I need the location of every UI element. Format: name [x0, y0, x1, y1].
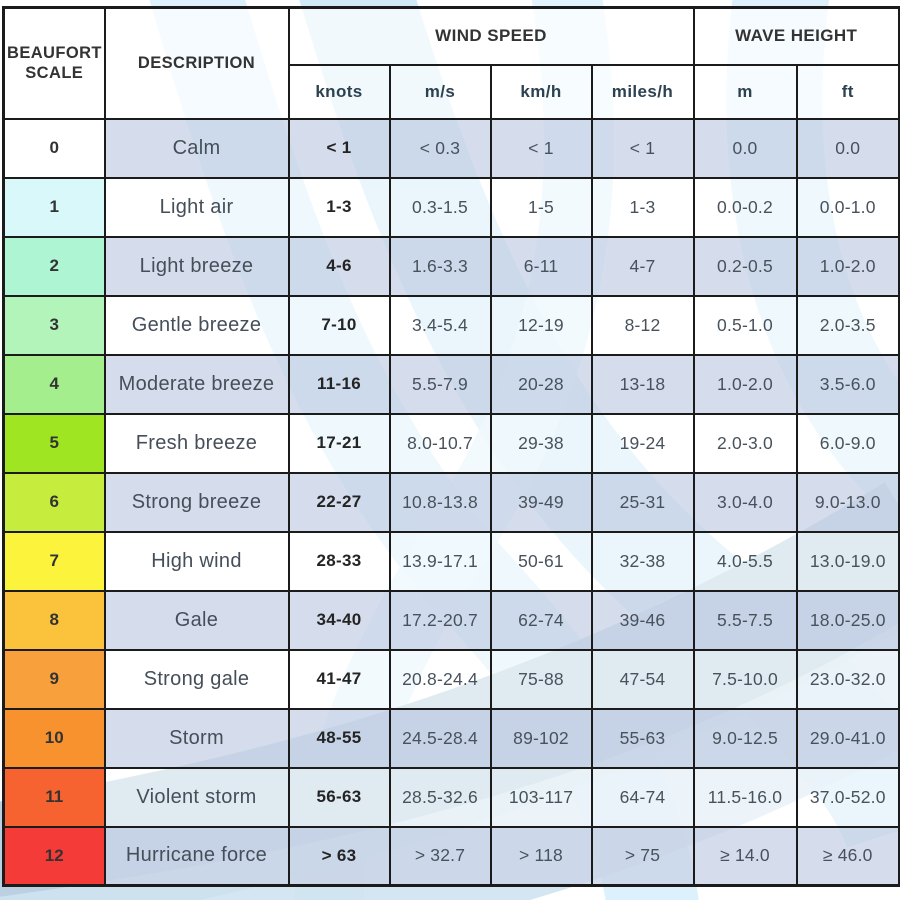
ft-cell: 18.0-25.0 [797, 591, 900, 650]
description-cell: Hurricane force [105, 827, 289, 886]
mph-cell: 19-24 [592, 414, 694, 473]
ms-cell: 8.0-10.7 [390, 414, 491, 473]
table-row-beaufort-10 [4, 709, 900, 768]
ms-cell: 13.9-17.1 [390, 532, 491, 591]
ms-cell: 0.3-1.5 [390, 178, 491, 237]
kmh-cell: 75-88 [491, 650, 592, 709]
description-cell: Strong gale [105, 650, 289, 709]
ft-cell: 13.0-19.0 [797, 532, 900, 591]
header-wind-speed: WIND SPEED [289, 8, 694, 65]
ms-cell: 3.4-5.4 [390, 296, 491, 355]
header-beaufort-scale: BEAUFORT SCALE [4, 8, 105, 119]
m-cell: 11.5-16.0 [694, 768, 797, 827]
description-cell: Moderate breeze [105, 355, 289, 414]
knots-cell: < 1 [289, 119, 390, 178]
kmh-cell: 103-117 [491, 768, 592, 827]
kmh-cell: > 118 [491, 827, 592, 886]
m-cell: 3.0-4.0 [694, 473, 797, 532]
beaufort-number-cell: 5 [4, 414, 105, 473]
table-row-beaufort-1 [4, 178, 900, 237]
knots-cell: 22-27 [289, 473, 390, 532]
ft-cell: 37.0-52.0 [797, 768, 900, 827]
ms-cell: 20.8-24.4 [390, 650, 491, 709]
beaufort-number-cell: 8 [4, 591, 105, 650]
kmh-cell: 50-61 [491, 532, 592, 591]
header-wave-height: WAVE HEIGHT [694, 8, 900, 65]
table-row-beaufort-2 [4, 237, 900, 296]
ft-cell: 0.0 [797, 119, 900, 178]
description-cell: High wind [105, 532, 289, 591]
knots-cell: 34-40 [289, 591, 390, 650]
m-cell: 2.0-3.0 [694, 414, 797, 473]
ms-cell: 5.5-7.9 [390, 355, 491, 414]
ms-cell: 17.2-20.7 [390, 591, 491, 650]
kmh-cell: 1-5 [491, 178, 592, 237]
mph-cell: 39-46 [592, 591, 694, 650]
mph-cell: > 75 [592, 827, 694, 886]
description-cell: Fresh breeze [105, 414, 289, 473]
beaufort-number-cell: 10 [4, 709, 105, 768]
knots-cell: 1-3 [289, 178, 390, 237]
kmh-cell: 62-74 [491, 591, 592, 650]
table-row-beaufort-5 [4, 414, 900, 473]
ms-cell: > 32.7 [390, 827, 491, 886]
kmh-cell: 29-38 [491, 414, 592, 473]
table-row-beaufort-3 [4, 296, 900, 355]
beaufort-number-cell: 9 [4, 650, 105, 709]
description-cell: Gale [105, 591, 289, 650]
kmh-cell: 20-28 [491, 355, 592, 414]
kmh-cell: < 1 [491, 119, 592, 178]
knots-cell: 4-6 [289, 237, 390, 296]
m-cell: 7.5-10.0 [694, 650, 797, 709]
mph-cell: 64-74 [592, 768, 694, 827]
beaufort-number-cell: 12 [4, 827, 105, 886]
description-cell: Violent storm [105, 768, 289, 827]
beaufort-number-cell: 1 [4, 178, 105, 237]
beaufort-number-cell: 6 [4, 473, 105, 532]
m-cell: 0.0-0.2 [694, 178, 797, 237]
knots-cell: 56-63 [289, 768, 390, 827]
knots-cell: 48-55 [289, 709, 390, 768]
mph-cell: 4-7 [592, 237, 694, 296]
beaufort-number-cell: 3 [4, 296, 105, 355]
beaufort-number-cell: 7 [4, 532, 105, 591]
description-cell: Calm [105, 119, 289, 178]
knots-cell: > 63 [289, 827, 390, 886]
m-cell: 0.5-1.0 [694, 296, 797, 355]
description-cell: Strong breeze [105, 473, 289, 532]
m-cell: 1.0-2.0 [694, 355, 797, 414]
kmh-cell: 89-102 [491, 709, 592, 768]
knots-cell: 11-16 [289, 355, 390, 414]
header-unit-knots: knots [289, 65, 390, 119]
description-cell: Light air [105, 178, 289, 237]
knots-cell: 28-33 [289, 532, 390, 591]
ft-cell: 29.0-41.0 [797, 709, 900, 768]
m-cell: 0.2-0.5 [694, 237, 797, 296]
m-cell: ≥ 14.0 [694, 827, 797, 886]
table-row-beaufort-7 [4, 532, 900, 591]
mph-cell: 25-31 [592, 473, 694, 532]
header-unit-m: m [694, 65, 797, 119]
beaufort-number-cell: 2 [4, 237, 105, 296]
ft-cell: 23.0-32.0 [797, 650, 900, 709]
beaufort-table [2, 6, 900, 887]
beaufort-number-cell: 4 [4, 355, 105, 414]
description-cell: Light breeze [105, 237, 289, 296]
description-cell: Gentle breeze [105, 296, 289, 355]
beaufort-number-cell: 0 [4, 119, 105, 178]
table-row-beaufort-6 [4, 473, 900, 532]
knots-cell: 17-21 [289, 414, 390, 473]
ms-cell: 1.6-3.3 [390, 237, 491, 296]
m-cell: 9.0-12.5 [694, 709, 797, 768]
ms-cell: 28.5-32.6 [390, 768, 491, 827]
ms-cell: 10.8-13.8 [390, 473, 491, 532]
m-cell: 4.0-5.5 [694, 532, 797, 591]
beaufort-number-cell: 11 [4, 768, 105, 827]
table-row-beaufort-11 [4, 768, 900, 827]
kmh-cell: 12-19 [491, 296, 592, 355]
ft-cell: 6.0-9.0 [797, 414, 900, 473]
header-description: DESCRIPTION [105, 8, 289, 119]
kmh-cell: 39-49 [491, 473, 592, 532]
m-cell: 0.0 [694, 119, 797, 178]
kmh-cell: 6-11 [491, 237, 592, 296]
table-row-beaufort-8 [4, 591, 900, 650]
header-group-row [4, 8, 900, 65]
table-row-beaufort-4 [4, 355, 900, 414]
header-unit-ft: ft [797, 65, 900, 119]
ft-cell: 2.0-3.5 [797, 296, 900, 355]
table-row-beaufort-0 [4, 119, 900, 178]
header-unit-milesh: miles/h [592, 65, 694, 119]
knots-cell: 7-10 [289, 296, 390, 355]
ft-cell: 1.0-2.0 [797, 237, 900, 296]
table-row-beaufort-9 [4, 650, 900, 709]
ft-cell: ≥ 46.0 [797, 827, 900, 886]
header-unit-kmh: km/h [491, 65, 592, 119]
ms-cell: 24.5-28.4 [390, 709, 491, 768]
knots-cell: 41-47 [289, 650, 390, 709]
header-unit-ms: m/s [390, 65, 491, 119]
description-cell: Storm [105, 709, 289, 768]
m-cell: 5.5-7.5 [694, 591, 797, 650]
mph-cell: 8-12 [592, 296, 694, 355]
ft-cell: 9.0-13.0 [797, 473, 900, 532]
mph-cell: 55-63 [592, 709, 694, 768]
mph-cell: 13-18 [592, 355, 694, 414]
ms-cell: < 0.3 [390, 119, 491, 178]
table-row-beaufort-12 [4, 827, 900, 886]
mph-cell: 47-54 [592, 650, 694, 709]
mph-cell: < 1 [592, 119, 694, 178]
ft-cell: 0.0-1.0 [797, 178, 900, 237]
mph-cell: 1-3 [592, 178, 694, 237]
ft-cell: 3.5-6.0 [797, 355, 900, 414]
mph-cell: 32-38 [592, 532, 694, 591]
